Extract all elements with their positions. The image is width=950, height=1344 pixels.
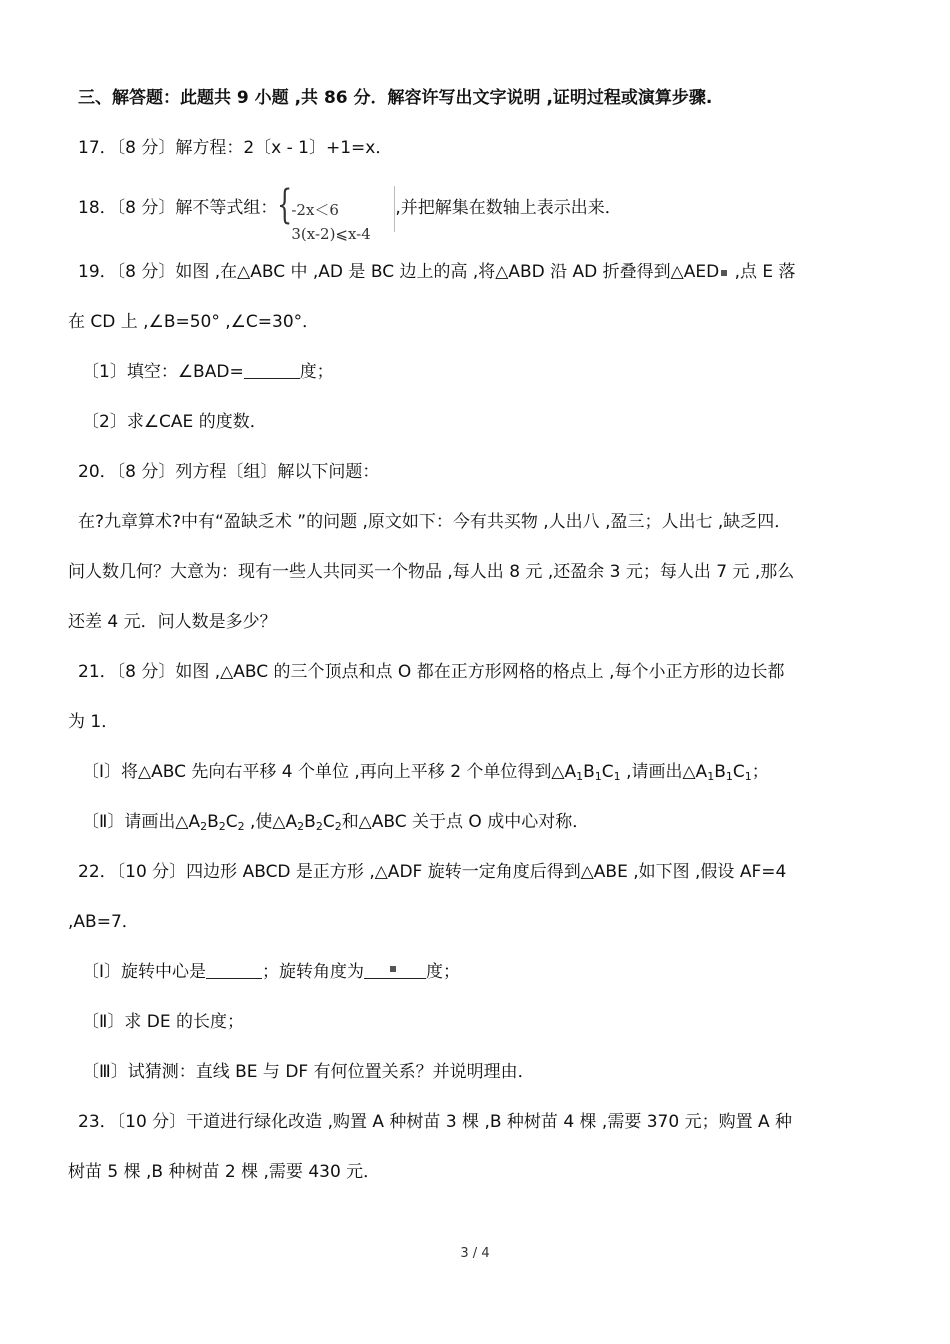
q21-p1-b: B bbox=[583, 762, 595, 782]
subscript: 2 bbox=[200, 820, 208, 833]
answer-blank bbox=[206, 960, 262, 979]
subscript: 2 bbox=[334, 820, 342, 833]
question-19-line1 bbox=[78, 260, 796, 284]
subscript: 1 bbox=[594, 770, 602, 783]
q22-p1-a: 〔Ⅰ〕旋转中心是 bbox=[82, 962, 207, 982]
q22-p1-c: 度； bbox=[426, 962, 461, 982]
q21-p1-c: C bbox=[601, 762, 614, 782]
subscript: 1 bbox=[576, 770, 584, 783]
question-22-part3: 〔Ⅲ〕试猜测：直线 BE 与 DF 有何位置关系？并说明理由． bbox=[82, 1062, 535, 1082]
q19-text: 19．〔8 分〕如图 ,在△ABC 中 ,AD 是 BC 边上的高 ,将△ABD 沿 AD 折叠得到△AED bbox=[78, 262, 720, 282]
question-22-part1 bbox=[82, 960, 460, 984]
q19-p1-prefix: 〔1〕填空：∠BAD= bbox=[82, 362, 244, 382]
subscript: 1 bbox=[725, 770, 733, 783]
inequality-system bbox=[277, 182, 395, 243]
divider bbox=[394, 186, 395, 232]
q19-p1-suffix: 度； bbox=[299, 362, 334, 382]
inequality-2: 3(x-2)⩽x-4 bbox=[291, 225, 371, 243]
q21-p1-e: B bbox=[714, 762, 726, 782]
q18-prefix: 18．〔8 分〕解不等式组： bbox=[78, 198, 278, 218]
question-22-line2: ,AB=7． bbox=[68, 912, 139, 932]
question-17: 17．〔8 分〕解方程：2〔x - 1〕+1=x． bbox=[78, 138, 393, 158]
subscript: 1 bbox=[744, 770, 752, 783]
question-22-line1: 22．〔10 分〕四边形 ABCD 是正方形 ,△ADF 旋转一定角度后得到△ABE ,如下图 ,假设 AF=4 bbox=[78, 862, 787, 882]
q19-text-end: ,点 E 落 bbox=[729, 262, 796, 282]
subscript: 1 bbox=[707, 770, 715, 783]
question-18 bbox=[78, 182, 622, 243]
question-19-part2: 〔2〕求∠CAE 的度数． bbox=[82, 412, 267, 432]
question-20-line1: 20．〔8 分〕列方程〔组〕解以下问题： bbox=[78, 462, 380, 482]
inequality-1: -2x＜6 bbox=[291, 201, 339, 219]
q21-p1-g: ； bbox=[751, 762, 769, 782]
image-placeholder-icon bbox=[390, 966, 396, 972]
question-22-part2: 〔Ⅱ〕求 DE 的长度； bbox=[82, 1012, 245, 1032]
q21-p2-b: B bbox=[207, 812, 219, 832]
question-19-line2: 在 CD 上 ,∠B=50° ,∠C=30°． bbox=[68, 312, 320, 332]
question-23-line1: 23．〔10 分〕干道进行绿化改造 ,购置 A 种树苗 3 棵 ,B 种树苗 4 棵 ,需要 370 元；购置 A 种 bbox=[78, 1112, 793, 1132]
subscript: 2 bbox=[315, 820, 323, 833]
question-23-line2: 树苗 5 棵 ,B 种树苗 2 棵 ,需要 430 元． bbox=[68, 1162, 381, 1182]
question-19-part1 bbox=[82, 360, 334, 384]
question-21-part2 bbox=[82, 810, 589, 839]
question-21-line1: 21．〔8 分〕如图 ,△ABC 的三个顶点和点 O 都在正方形网格的格点上 ,每个小正方形的边长都 bbox=[78, 662, 785, 682]
q22-p1-b: ；旋转角度为 bbox=[262, 962, 365, 982]
q21-p2-c: C bbox=[225, 812, 238, 832]
q21-p2-e: B bbox=[304, 812, 316, 832]
question-20-line2: 在?九章算术?中有“盈缺乏术 ”的问题 ,原文如下：今有共买物 ,人出八 ,盈三；人出七 ,缺乏四． bbox=[78, 512, 792, 532]
subscript: 2 bbox=[297, 820, 305, 833]
q21-p1-text: 〔Ⅰ〕将△ABC 先向右平移 4 个单位 ,再向上平移 2 个单位得到△A bbox=[82, 762, 577, 782]
q18-suffix: ,并把解集在数轴上表示出来． bbox=[395, 198, 622, 218]
q21-p2-text: 〔Ⅱ〕请画出△A bbox=[82, 812, 201, 832]
q21-p2-d: ,使△A bbox=[244, 812, 298, 832]
subscript: 1 bbox=[613, 770, 621, 783]
q21-p1-f: C bbox=[732, 762, 745, 782]
section-header: 三、解答题：此题共 9 小题 ,共 86 分．解容许写出文字说明 ,证明过程或演算步骤. bbox=[78, 88, 713, 108]
question-20-line4: 还差 4 元．问人数是多少？ bbox=[68, 612, 277, 632]
question-21-part1 bbox=[82, 760, 769, 789]
answer-blank bbox=[244, 360, 300, 379]
subscript: 2 bbox=[237, 820, 245, 833]
q21-p2-f: C bbox=[322, 812, 335, 832]
q21-p1-d: ,请画出△A bbox=[620, 762, 708, 782]
answer-blank bbox=[364, 960, 426, 979]
question-21-line2: 为 1． bbox=[68, 712, 119, 732]
page-number: 3 / 4 bbox=[460, 1246, 490, 1261]
question-20-line3: 问人数几何？大意为：现有一些人共同买一个物品 ,每人出 8 元 ,还盈余 3 元；每人出 7 元 ,那么 bbox=[68, 562, 795, 582]
brace-icon: { bbox=[277, 182, 293, 228]
image-placeholder-icon bbox=[721, 270, 727, 276]
subscript: 2 bbox=[218, 820, 226, 833]
q21-p2-g: 和△ABC 关于点 O 成中心对称． bbox=[341, 812, 590, 832]
